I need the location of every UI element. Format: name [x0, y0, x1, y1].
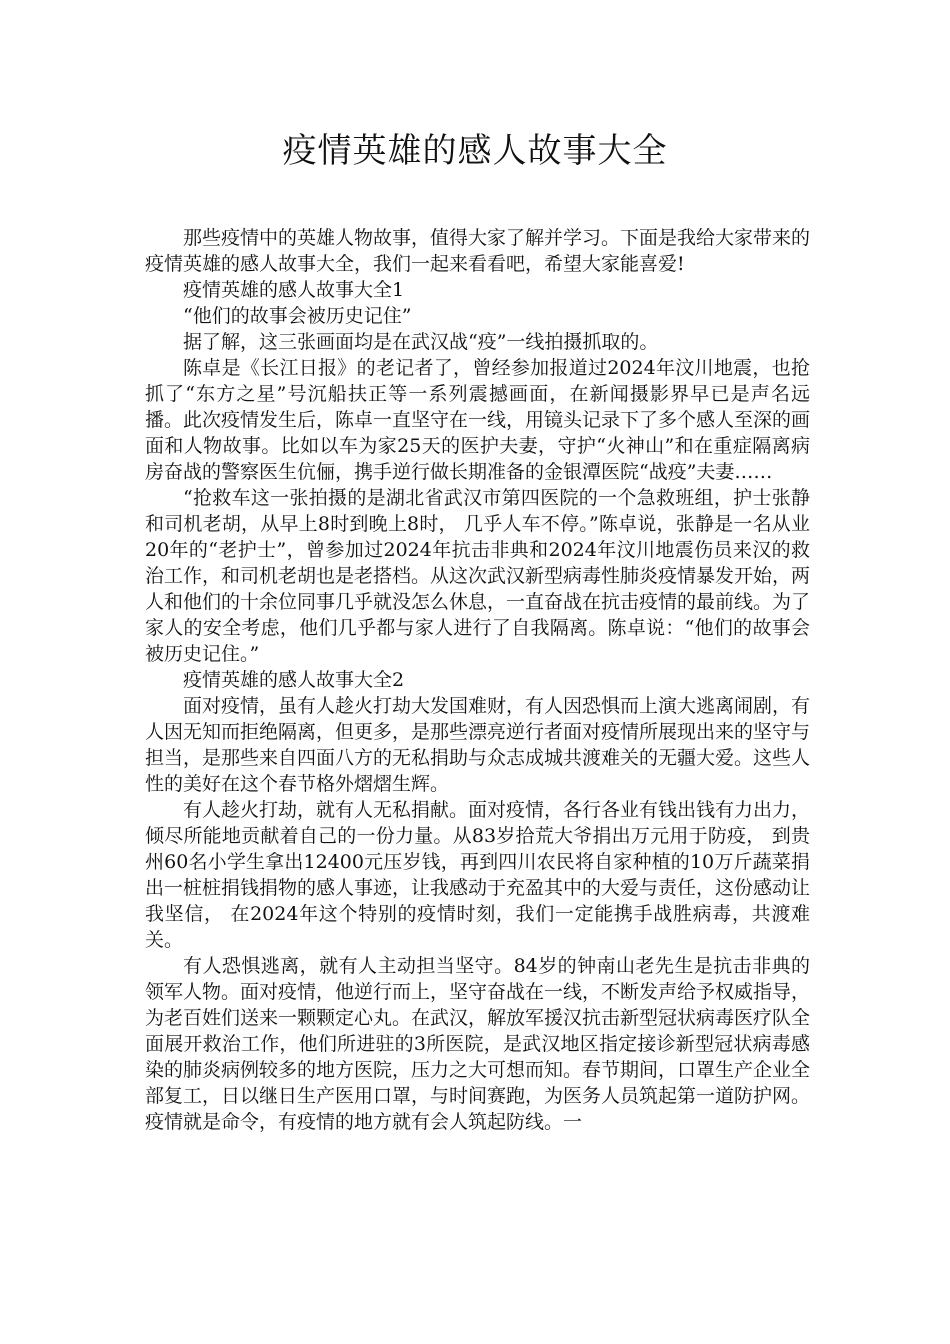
section-heading-1: 疫情英雄的感人故事大全1: [183, 279, 405, 301]
document-title: 疫情英雄的感人故事大全: [282, 131, 668, 171]
section-heading-2: 疫情英雄的感人故事大全2: [183, 669, 405, 691]
intro-paragraph: 那些疫情中的英雄人物故事，值得大家了解并学习。下面是我给大家带来的疫情英雄的感人故事大全，我们一起来看看吧，希望大家能喜爱!: [145, 227, 811, 275]
document-body: [145, 225, 810, 1135]
body-paragraph: 面对疫情，虽有人趁火打劫大发国难财，有人因恐惧而上演大逃离闹剧，有人因无知而拒绝隔离，但更多，是那些漂亮逆行者面对疫情所展现出来的坚守与担当，是那些来自四面八方的无私捐助与众志成城共渡难关的无疆大爱。这些人性的美好在这个春节格外熠熠生辉。: [145, 695, 811, 795]
body-paragraph: 有人恐惧逃离，就有人主动担当坚守。84岁的钟南山老先生是抗击非典的领军人物。面对疫情，他逆行而上，坚守奋战在一线，不断发声给予权威指导，为老百姓们送来一颗颗定心丸。在武汉，解放军援汉抗击新型冠状病毒医疗队全面展开救治工作，他们所进驻的3所医院，是武汉地区指定接诊新型冠状病毒感染的肺炎病例较多的地方医院，压力之大可想而知。春节期间，口罩生产企业全部复工，日以继日生产医用口罩，与时间赛跑，为医务人员筑起第一道防护网。疫情就是命令，有疫情的地方就有会人筑起防线。一: [145, 955, 811, 1133]
body-paragraph: “抢救车这一张拍摄的是湖北省武汉市第四医院的一个急救班组，护士张静和司机老胡，从早上8时到晚上8时， 几乎人车不停。”陈卓说，张静是一名从业20年的“老护士”，曾参加过2024年抗击非典和2024年汶川地震伤员来汉的救治工作，和司机老胡也是老搭档。从这次武汉新型病毒性肺炎疫情暴发开始，两人和他们的十余位同事几乎就没怎么休息，一直奋战在抗击疫情的最前线。为了家人的安全考虑，他们几乎都与家人进行了自我隔离。陈卓说：“他们的故事会被历史记住。”: [145, 487, 811, 665]
quote-heading: “他们的故事会被历史记住”: [183, 305, 412, 327]
body-paragraph: 陈卓是《长江日报》的老记者了，曾经参加报道过2024年汶川地震，也抢抓了“东方之星”号沉船扶正等一系列震撼画面，在新闻摄影界早已是声名远播。此次疫情发生后，陈卓一直坚守在一线，用镜头记录下了多个感人至深的画面和人物故事。比如以车为家25天的医护夫妻，守护“火神山”和在重症隔离病房奋战的警察医生伉俪，携手逆行做长期准备的金银潭医院“战疫”夫妻……: [145, 357, 811, 483]
body-paragraph: 有人趁火打劫，就有人无私捐献。面对疫情，各行各业有钱出钱有力出力，倾尽所能地贡献着自己的一份力量。从83岁拾荒大爷捐出万元用于防疫， 到贵州60名小学生拿出12400元压岁钱，再到四川农民将自家种植的10万斤蔬菜捐出一桩桩捐钱捐物的感人事迹，让我感动于充盈其中的大爱与责任，这份感动让我坚信， 在2024年这个特别的疫情时刻，我们一定能携手战胜病毒，共渡难关。: [145, 799, 811, 951]
body-paragraph: 据了解，这三张画面均是在武汉战“疫”一线拍摄抓取的。: [183, 331, 659, 353]
